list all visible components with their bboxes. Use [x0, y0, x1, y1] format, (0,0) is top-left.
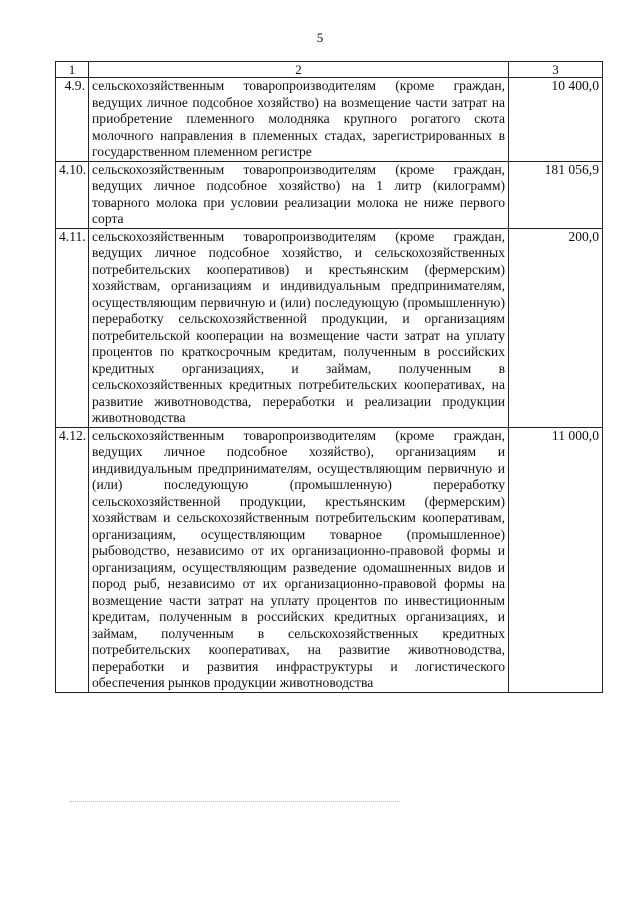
- table-row: [56, 161, 603, 228]
- row-number: 4.9.: [56, 78, 89, 162]
- column-header-amount: 3: [509, 62, 603, 78]
- row-amount: 10 400,0: [509, 78, 603, 162]
- table-header-row: [56, 62, 603, 78]
- row-number: 4.10.: [56, 161, 89, 228]
- budget-table: [55, 61, 603, 693]
- row-number: 4.12.: [56, 427, 89, 692]
- row-number: 4.11.: [56, 228, 89, 427]
- table-row: [56, 228, 603, 427]
- row-description: сельскохозяйственным товаропроизводителям (кроме граждан, ведущих личное подсобное хозяйство) на возмещение части затрат на приобретение племенного молодняка крупного рогатого скота молочного направления в племенных стадах, зарегистрированных в государственном племенном регистре: [89, 78, 509, 162]
- row-amount: 181 056,9: [509, 161, 603, 228]
- row-amount: 200,0: [509, 228, 603, 427]
- table-row: [56, 78, 603, 162]
- page-number: 5: [316, 30, 324, 45]
- scan-artifact-dotted-line: [70, 801, 400, 802]
- row-description: сельскохозяйственным товаропроизводителям (кроме граждан, ведущих личное подсобное хозяйство, и сельскохозяйственных потребительских кооперативов) и крестьянским (фермерским) хозяйствам, организациям и индивидуальным предпринимателям, осуществляющим первичную и (или) последующую (промышленную) переработку сельскохозяйственной продукции, и организациям потребительской кооперации на возмещение части затрат на уплату процентов по краткосрочным кредитам, полученным в российских кредитных организациях, и займам, полученным в сельскохозяйственных кредитных потребительских кооперативах, на развитие животноводства, переработки и реализации продукции животноводства: [89, 228, 509, 427]
- row-description: сельскохозяйственным товаропроизводителям (кроме граждан, ведущих личное подсобное хозяйство), организациям и индивидуальным предпринимателям, осуществляющим первичную и (или) последующую (промышленную) переработку сельскохозяйственной продукции, крестьянским (фермерским) хозяйствам и сельскохозяйственным потребительским кооперативам, организациям, осуществляющим товарное (промышленное) рыбоводство, независимо от их организационно-правовой формы и организациям, осуществляющим разведение одомашненных видов и пород рыб, независимо от их организационно-правовой формы на возмещение части затрат на уплату процентов по инвестиционным кредитам, полученным в российских кредитных организациях, и займам, полученным в сельскохозяйственных кредитных потребительских кооперативах, на развитие животноводства, переработки и развития инфраструктуры и логистического обеспечения рынков продукции животноводства: [89, 427, 509, 692]
- column-header-description: 2: [89, 62, 509, 78]
- column-header-number: 1: [56, 62, 89, 78]
- table-row: [56, 427, 603, 692]
- row-amount: 11 000,0: [509, 427, 603, 692]
- row-description: сельскохозяйственным товаропроизводителям (кроме граждан, ведущих личное подсобное хозяйство) на 1 литр (килограмм) товарного молока при условии реализации молока не ниже первого сорта: [89, 161, 509, 228]
